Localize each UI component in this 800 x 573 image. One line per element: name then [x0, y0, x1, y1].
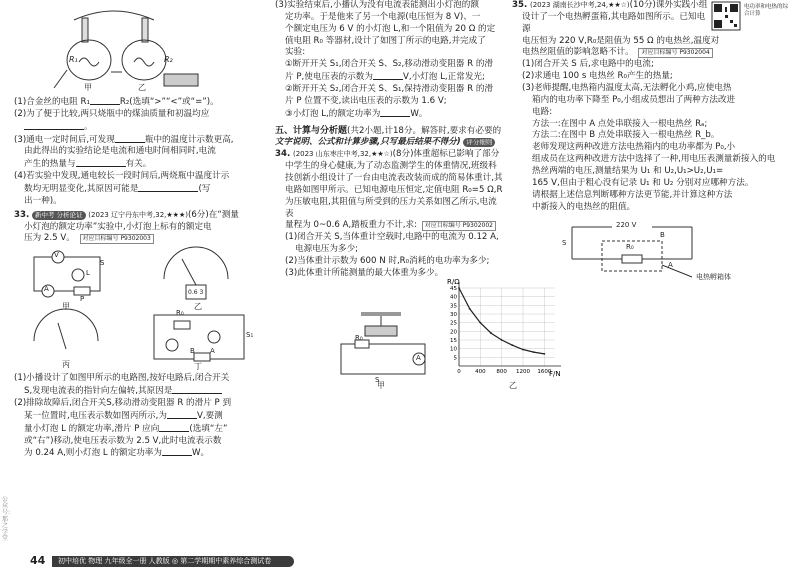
answer-blank[interactable] — [167, 410, 197, 419]
text: 压为 2.5 V。 — [24, 233, 75, 244]
question-line — [14, 183, 264, 196]
text: 为压敏电阻,其阻值与所受到的压力关系如图乙所示,电流表 — [285, 196, 497, 219]
text: 165 V,但由于粗心没有记录 U₁ 和 U₂ 分别对应哪种方法。 — [532, 177, 754, 188]
step-line — [275, 71, 503, 84]
text: 有关。 — [125, 159, 152, 170]
text: 。 — [84, 121, 93, 132]
answer-blank[interactable] — [172, 385, 222, 394]
y-tick-label: 45 — [450, 285, 457, 292]
question-line — [512, 59, 790, 71]
question-number: 34. — [275, 149, 291, 160]
text: 电路: — [532, 106, 553, 117]
x-tick-label: 400 — [475, 368, 486, 375]
text: (写 — [198, 184, 211, 195]
middle-column — [275, 0, 561, 543]
text: R₂(选填“>”“<”或“=”)。 — [119, 97, 219, 107]
text: 值电阻 R₀ 等器材,设计了如图丁所示的电路,并完成了 — [285, 35, 486, 46]
flask-figure — [14, 0, 264, 96]
circuit-diagrams — [14, 245, 264, 373]
question-line — [14, 233, 264, 245]
section-header — [275, 125, 503, 138]
answer-blank[interactable] — [138, 183, 198, 192]
text: 电路如图甲所示。已知电源电压恒定,定值电阻 R₀=5 Ω,R — [285, 184, 503, 195]
y-tick-label: 15 — [450, 337, 457, 344]
question-line — [14, 134, 264, 147]
scale-circuit — [335, 294, 435, 384]
flask-label-r2: R₂ — [164, 55, 173, 64]
target-ref: 对应目标编号 P9302003 — [80, 234, 154, 244]
text: 电热丝阻值的影响忽略不计。 — [522, 47, 634, 58]
text: (4)若实验中发现,通电较长一段时间后,两烧瓶中温度计示 — [14, 171, 230, 182]
text: 方法二:在图中 B 点处串联接入一根电热丝 R_b。 — [532, 130, 720, 141]
answer-blank[interactable] — [76, 158, 126, 167]
text: (3)通电一定时间后,可发现 — [14, 134, 115, 145]
y-tick-label: 5 — [453, 355, 457, 362]
answer-blank[interactable] — [159, 423, 189, 432]
page-footer — [0, 551, 800, 573]
answer-blank[interactable] — [380, 108, 410, 117]
question-line — [512, 166, 790, 178]
text: 设计了一个电热孵蛋箱,其电路如图所示。已知电源 — [522, 11, 706, 34]
switch-label: S — [562, 239, 567, 248]
text: (10分)课外实践小组 — [629, 0, 708, 10]
y-tick-label: 25 — [450, 320, 457, 327]
point-a-label: A — [668, 261, 673, 270]
step-line — [275, 96, 503, 108]
y-tick-label: 20 — [450, 329, 457, 336]
text: 某一位置时,电压表示数如图丙所示,为 — [24, 410, 167, 421]
question-number: 33. — [14, 209, 30, 220]
text: 箱内的电功率下降至 P₀,小组成员想出了两种方法改进 — [532, 94, 736, 105]
question-line — [512, 36, 790, 48]
question-source: (2023 湖南长沙中考,24,★★☆) — [529, 1, 630, 9]
text: 由此得出的实验结论是电流和通电时间相同时,电流 — [24, 146, 216, 157]
text: 或“右”)移动,使电压表示数为 2.5 V,此时电流表示数 — [24, 435, 222, 446]
question-line — [275, 244, 503, 256]
text: 量小灯泡 L 的额定功率,滑片 P 应向 — [24, 423, 160, 434]
q34-header — [275, 149, 503, 161]
data-point — [469, 308, 471, 310]
question-line — [275, 0, 503, 12]
question-line — [14, 410, 264, 423]
question-line — [14, 436, 264, 448]
text: 定功率。于是他来了另一个电源(电压恒为 8 V)、一 — [285, 11, 481, 22]
y-tick-label: 30 — [450, 311, 457, 318]
fig-label-s1: S₁ — [246, 331, 254, 340]
question-line — [275, 24, 503, 36]
flask-caption-jia: 甲 — [84, 83, 92, 92]
fig-label-l: L — [86, 269, 90, 278]
text: (1)合金丝的电阻 R₁ — [14, 97, 90, 107]
voltage-label: 220 V — [616, 221, 637, 230]
question-line — [512, 190, 790, 202]
text: 请根据上述信息判断哪种方法更节能,并计算这种方法 — [532, 189, 733, 200]
fig-label-s: S — [100, 259, 105, 268]
text: (共2小题,计18分。解答时,要求有必要的 — [347, 125, 502, 136]
y-axis-label: R/Ω — [447, 277, 460, 286]
text: V,要测 — [196, 410, 223, 421]
caption-bing: 丙 — [62, 360, 70, 370]
text: (选填“左” — [189, 423, 228, 434]
r0-label: R₀ — [626, 243, 634, 252]
circuit-figures — [14, 245, 264, 373]
method-line — [512, 130, 790, 142]
text: 出一种)。 — [24, 195, 62, 206]
text: 热丝两端的电压,测量结果为 U₁ 和 U₂,U₁>U₂,U₁= — [532, 166, 724, 177]
question-line — [275, 268, 503, 280]
question-line — [512, 107, 790, 119]
step-line — [275, 84, 503, 96]
text: (2)排除故障后,闭合开关S,移动滑动变阻器 R 的滑片 P 到 — [14, 398, 232, 409]
side-watermark: 公众号:那之学堂 — [2, 495, 11, 543]
text: 中新接入的电热丝的阻值。 — [532, 201, 636, 212]
text: 组成员在这两种改进方法中选择了一种,用电压表测量新接入的电 — [532, 154, 776, 165]
text: (1)闭合开关 S 后,求电路中的电流; — [522, 59, 654, 70]
text: (8分)体重超标已影响了部分 — [392, 149, 500, 160]
fig-label-v: V — [54, 251, 59, 260]
y-tick-label: 10 — [450, 346, 457, 353]
text: 片 P 位置不变,读出电压表的示数为 1.6 V; — [285, 95, 447, 106]
text: 技创新小组设计了一台由电流表改装而成的简易体重计,其 — [285, 173, 503, 184]
question-line — [14, 158, 264, 171]
qr-caption: 电功率和电热的综合计算 — [744, 4, 789, 17]
text: 产生的热量与 — [24, 159, 76, 170]
answer-blank[interactable] — [162, 447, 192, 456]
fig-label-a: A — [44, 285, 49, 294]
data-point — [458, 287, 460, 289]
text: 小灯泡的额定功率”实验中,小灯泡上标有的额定电 — [24, 221, 212, 232]
box-label: 电热孵箱体 — [696, 273, 731, 282]
text: (3)实验结束后,小播认为没有电流表能测出小灯泡的额 — [275, 0, 479, 10]
caption-jia: 甲 — [377, 380, 385, 390]
text: V,小灯泡 L,正常发光; — [403, 72, 485, 83]
question-number: 35. — [512, 0, 528, 10]
text: 中学生的身心健康,为了动态监测学生的体重情况,班级科 — [285, 161, 497, 172]
question-line — [512, 178, 790, 190]
fig-label-p: P — [80, 295, 85, 304]
text: (3)此体重计所能测量的最大体重为多少。 — [285, 267, 444, 278]
text: 老师发现这两种改进方法电热箱内的电功率都为 P₀,小 — [532, 142, 736, 153]
step-line — [275, 59, 503, 71]
question-line — [275, 197, 503, 221]
question-line — [14, 146, 264, 158]
text: (3)老师提醒,电热箱内温度太高,无法孵化小鸡,应使电热 — [522, 83, 732, 94]
question-line — [14, 109, 264, 121]
page-number: 44 — [30, 553, 46, 567]
text: 瓶中的温度计示数更高, — [144, 134, 234, 145]
question-line — [14, 398, 264, 410]
y-tick-label: 40 — [450, 294, 457, 301]
question-line — [512, 154, 790, 166]
text: 文字说明、公式和计算步骤,只写最后结果不得分) — [275, 137, 461, 148]
point-b-label: B — [660, 231, 665, 240]
data-point — [479, 322, 481, 324]
incubator-circuit — [512, 219, 790, 289]
target-ref: 对应目标编号 P9302002 — [422, 221, 496, 231]
text: (1)小播设计了如图甲所示的电路图,按好电路后,闭合开关 — [14, 373, 230, 384]
flask-caption-yi: 乙 — [138, 83, 146, 92]
text: 量程为 0~0.6 A,踏板重力不计,求: — [285, 220, 417, 231]
text: (1)闭合开关 S,当体重计空载时,电路中的电流为 0.12 A, — [285, 232, 499, 243]
question-line — [275, 36, 503, 48]
answer-blank[interactable] — [24, 121, 84, 130]
answer-blank[interactable] — [90, 96, 120, 105]
x-tick-label: 1600 — [537, 368, 552, 375]
question-line — [275, 220, 503, 232]
question-line — [14, 373, 264, 385]
question-line — [14, 423, 264, 436]
text: ①断开开关 S₁,闭合开关 S、S₂,移动滑动变阻器 R 的滑 — [285, 59, 494, 70]
text: (2)为了便于比较,两只烧瓶中的煤油质量和初温均应 — [14, 108, 210, 119]
question-line — [275, 232, 503, 244]
question-line — [512, 142, 790, 154]
target-ref: 对应目标编号 P9302004 — [638, 48, 712, 58]
text: 电压恒为 220 V,R₀是阻值为 55 Ω 的电热丝,温度对 — [522, 35, 720, 46]
question-line — [275, 47, 503, 59]
caption-yi: 乙 — [509, 380, 517, 390]
qr-code-icon — [712, 2, 740, 30]
x-axis-label: F/N — [549, 369, 561, 378]
step-line — [275, 108, 503, 121]
data-point — [490, 332, 492, 334]
text: 片 P,使电压表的示数为 — [285, 72, 373, 83]
question-line — [14, 196, 264, 208]
flask-label-r1: R₁ — [69, 55, 78, 64]
y-tick-label: 35 — [450, 303, 457, 310]
scoring-tag[interactable]: 评分细则 — [463, 138, 495, 147]
q34-figures — [275, 277, 561, 390]
text: S,发现电流表的指针向左偏转,其原因是 — [24, 386, 173, 397]
text: W。 — [192, 448, 210, 459]
question-line — [275, 161, 503, 173]
text: (2)当体重计示数为 600 N 时,R₀消耗的电功率为多少; — [285, 256, 490, 267]
question-line — [275, 173, 503, 185]
question-line — [14, 96, 264, 109]
fig-label-a-point: A — [210, 347, 215, 356]
fig-label-b: B — [190, 347, 195, 356]
left-column — [14, 0, 264, 543]
answer-blank[interactable] — [373, 71, 403, 80]
scale-label-s: S — [375, 375, 380, 384]
question-line — [512, 71, 790, 83]
question-line — [275, 12, 503, 24]
question-line — [14, 447, 264, 460]
flask-diagram — [14, 0, 214, 96]
scale-label-a: A — [416, 353, 421, 362]
text: (6分)在“测量 — [187, 209, 239, 220]
question-line — [512, 47, 790, 59]
question-line — [512, 202, 790, 214]
caption-ding: 丁 — [194, 362, 202, 372]
question-line — [512, 95, 790, 107]
text: W。 — [410, 108, 428, 119]
text: 方法一:在图中 A 点处串联接入一根电热丝 Rₐ; — [532, 118, 708, 129]
text: ②断开开关 S₂,闭合开关 S、S₁,保持滑动变阻器 R 的滑 — [285, 84, 494, 95]
scale-label-r0: R₀ — [355, 333, 363, 342]
section-note — [275, 137, 503, 149]
right-column — [512, 0, 790, 543]
text: 电源电压为多少; — [295, 244, 359, 255]
text: (2)求通电 100 s 电热丝 R₀产生的热量; — [522, 71, 673, 82]
text: 为 0.24 A,则小灯泡 L 的额定功率为 — [24, 448, 162, 459]
section-title: 五、计算与分析题 — [275, 125, 348, 136]
qr-code[interactable] — [712, 2, 740, 30]
caption-yi: 乙 — [194, 302, 202, 312]
text: 个额定电压为 6 V 的小灯泡 L,和一个阻值为 20 Ω 的定 — [285, 23, 496, 34]
question-line — [14, 385, 264, 398]
question-source: (2023 辽宁丹东中考,32,★★★) — [88, 210, 188, 219]
question-line — [512, 83, 790, 95]
caption-jia: 甲 — [62, 302, 70, 312]
question-line — [14, 222, 264, 234]
q33-header — [14, 210, 264, 222]
question-tag: 新中考 分析论证 — [32, 211, 86, 220]
fig-label-scale: 0.6 3 — [188, 289, 204, 297]
question-line — [275, 256, 503, 268]
text: 实验: — [285, 47, 306, 58]
question-source: (2023 山东枣庄中考,32,★★☆) — [292, 150, 393, 159]
text: ③小灯泡 L,的额定功率为 — [285, 108, 381, 119]
method-line — [512, 119, 790, 131]
question-line — [275, 185, 503, 197]
question-line — [14, 171, 264, 183]
x-tick-label: 800 — [496, 368, 507, 375]
text: 数均无明显变化,其原因可能是 — [24, 184, 139, 195]
x-tick-label: 1200 — [516, 368, 530, 375]
answer-blank[interactable] — [115, 134, 145, 143]
question-line — [14, 121, 264, 134]
footer-bar: 初中培优 物理 九年级全一册 人教版 ◎ 第二学期期中素养综合测试卷 — [52, 556, 294, 567]
x-tick-label: 0 — [457, 368, 461, 375]
data-point — [501, 339, 503, 341]
fig-label-r0: R₀ — [176, 309, 184, 318]
